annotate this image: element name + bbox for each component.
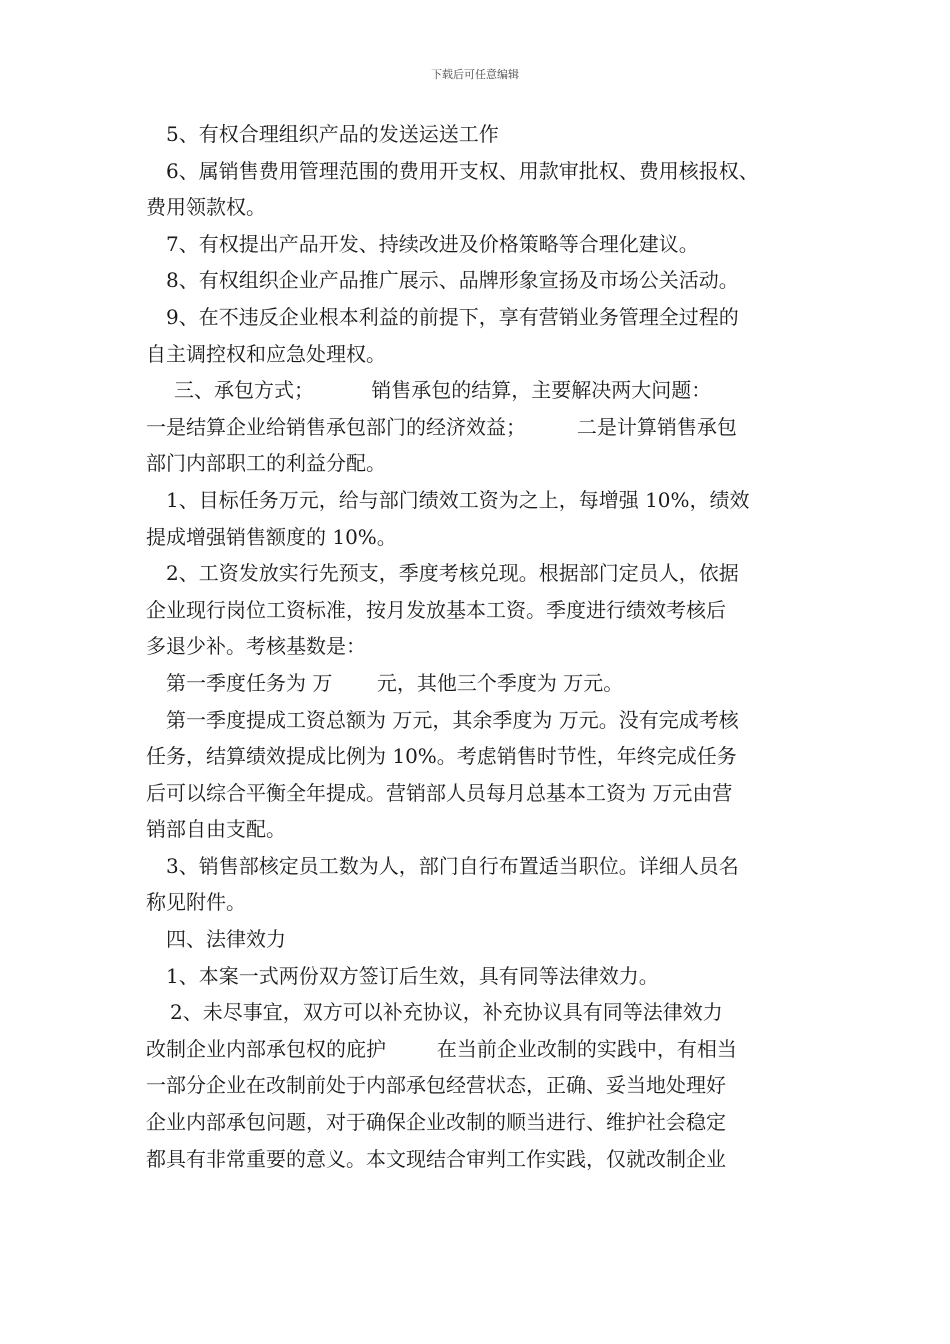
- text-line: 后可以综合平衡全年提成。营销部人员每月总基本工资为 万元由营: [146, 780, 733, 805]
- text-line: 一部分企业在改制前处于内部承包经营状态，正确、妥当地处理好: [146, 1073, 726, 1098]
- text-line: 3、销售部核定员工数为人，部门自行布置适当职位。详细人员名: [166, 853, 739, 878]
- text-line: 5、有权合理组织产品的发送运送工作: [166, 122, 499, 146]
- text-line: 7、有权提出产品开发、持续改进及价格策略等合理化建议。: [166, 231, 699, 256]
- header-note: 下载后可任意编辑: [431, 68, 519, 81]
- text-line: 四、法律效力: [166, 927, 286, 952]
- text-line: 第一季度任务为 万 元，其他三个季度为 万元。: [166, 670, 624, 695]
- text-line: 一是结算企业给销售承包部门的经济效益； 二是计算销售承包: [146, 414, 737, 439]
- text-line: 任务，结算绩效提成比例为 10%。考虑销售时节性，年终完成任务: [146, 744, 737, 769]
- text-line: 称见附件。: [146, 890, 246, 915]
- document-body: [146, 116, 826, 1177]
- text-line: 2、工资发放实行先预支，季度考核兑现。根据部门定员人，依据: [166, 561, 739, 586]
- text-line: 第一季度提成工资总额为 万元，其余季度为 万元。没有完成考核: [166, 707, 739, 732]
- text-line: 1、本案一式两份双方签订后生效，具有同等法律效力。: [166, 963, 659, 988]
- text-line: 都具有非常重要的意义。本文现结合审判工作实践，仅就改制企业: [146, 1146, 726, 1171]
- text-line: 销部自由支配。: [146, 817, 286, 842]
- text-line: 提成增强销售额度的 10%。: [146, 524, 397, 549]
- text-line: 多退少补。考核基数是：: [146, 634, 366, 659]
- text-line: 2、未尽事宜，双方可以补充协议，补充协议具有同等法律效力: [170, 1000, 723, 1025]
- text-line: 9、在不违反企业根本利益的前提下，享有营销业务管理全过程的: [166, 304, 739, 329]
- text-line: 1、目标任务万元，给与部门绩效工资为之上，每增强 10%，绩效: [166, 487, 750, 512]
- text-line: 改制企业内部承包权的庇护 在当前企业改制的实践中，有相当: [146, 1036, 737, 1061]
- text-line: 部门内部职工的利益分配。: [146, 451, 386, 476]
- text-line: 8、有权组织企业产品推广展示、品牌形象宣扬及市场公关活动。: [166, 268, 739, 293]
- text-line: 企业现行岗位工资标准，按月发放基本工资。季度进行绩效考核后: [146, 597, 726, 622]
- text-line: 费用领款权。: [146, 195, 266, 220]
- text-line: 三、承包方式； 销售承包的结算，主要解决两大问题：: [174, 378, 712, 403]
- text-line: 6、属销售费用管理范围的费用开支权、用款审批权、费用核报权、: [166, 158, 759, 183]
- text-line: 企业内部承包问题，对于确保企业改制的顺当进行、维护社会稳定: [146, 1110, 726, 1135]
- text-line: 自主调控权和应急处理权。: [146, 341, 386, 366]
